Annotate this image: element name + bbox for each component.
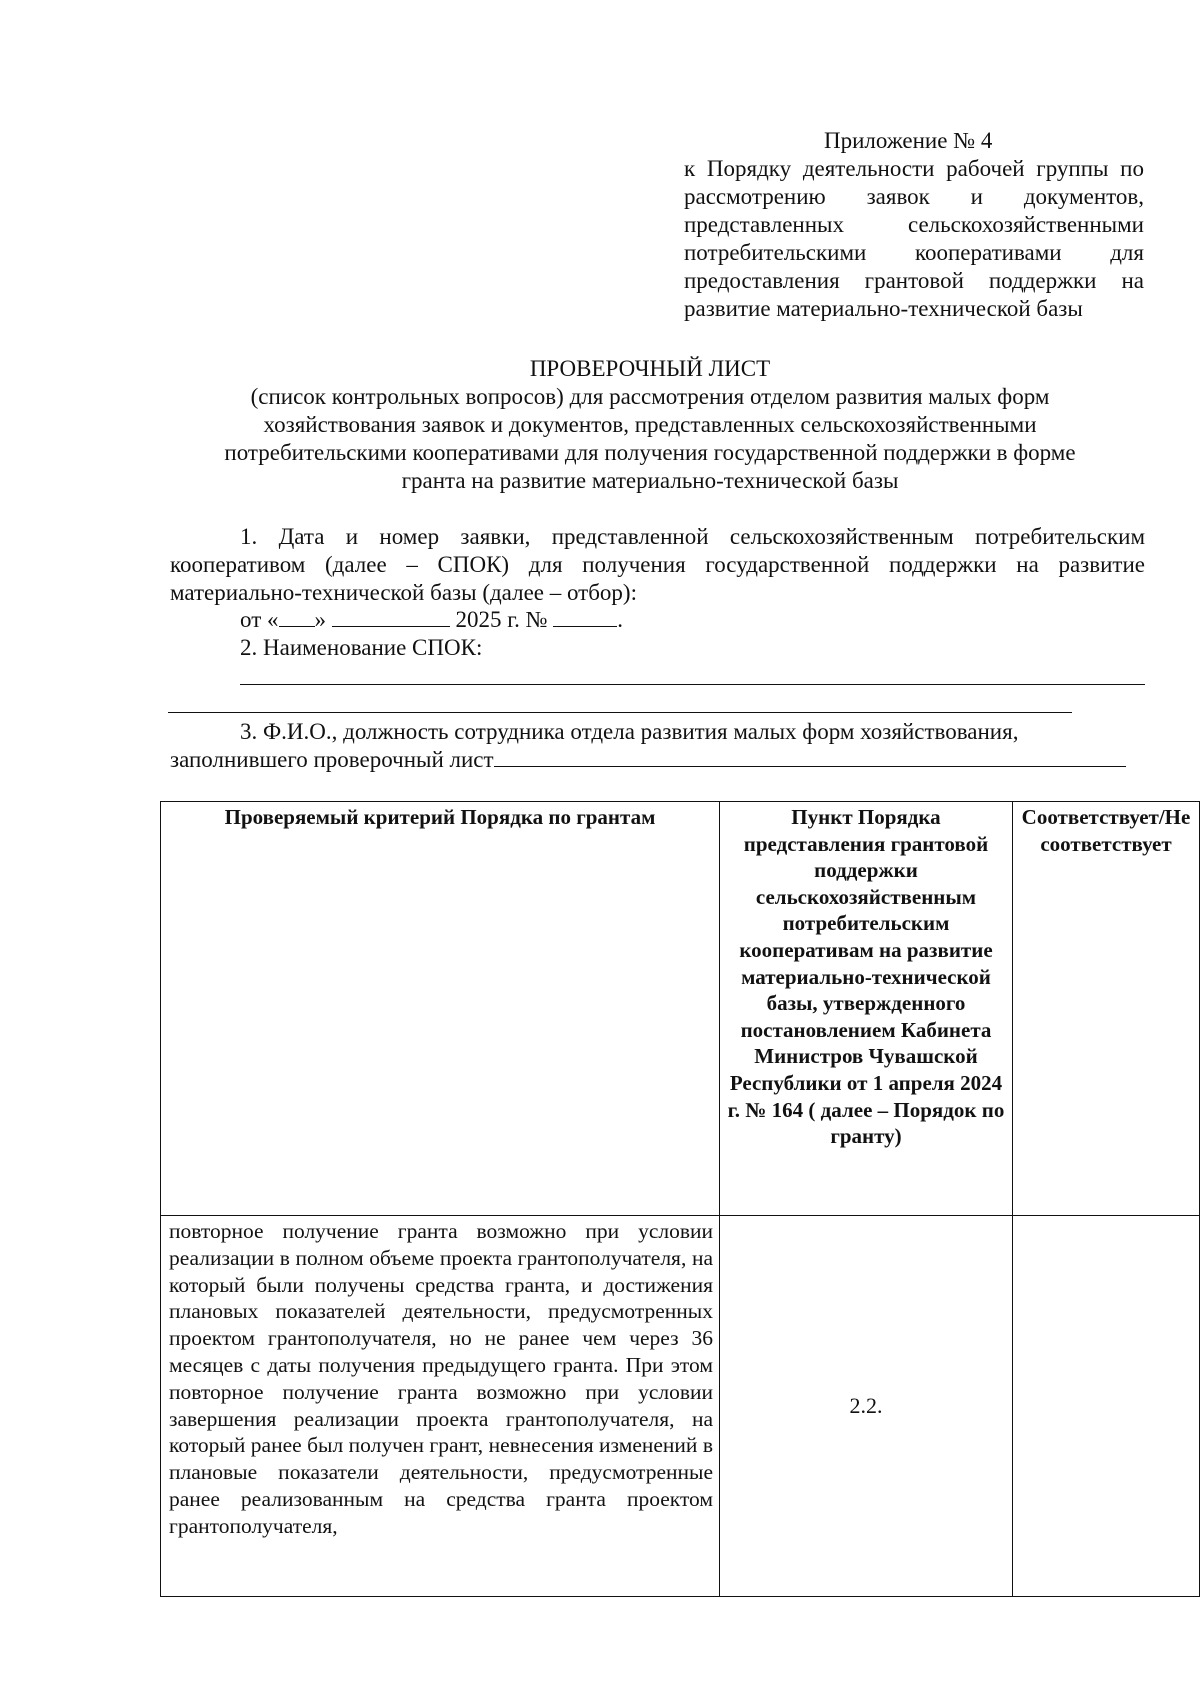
- date-prefix: от «: [240, 607, 279, 632]
- title-subtitle-line-3: потребительскими кооперативами для получения государственной поддержки в форме: [224, 440, 1076, 465]
- status-cell[interactable]: [1013, 1216, 1200, 1597]
- title-subtitle-line-1: (список контрольных вопросов) для рассмотрения отделом развития малых форм: [250, 384, 1050, 409]
- item-1-date-line: [240, 606, 623, 634]
- year-label: 2025 г. №: [455, 607, 548, 632]
- header-compliance: Соответствует/Не соответствует: [1013, 802, 1200, 1216]
- date-mid: »: [314, 607, 326, 632]
- appendix-text: к Порядку деятельности рабочей группы по рассмотрению заявок и документов, представленных сельскохозяйственными потребительскими кооперативами для предоставления грантовой поддержки на развитие материально-технической базы: [684, 156, 1144, 321]
- number-blank[interactable]: [553, 606, 617, 627]
- item-3-block: [170, 718, 1145, 774]
- document-title: [150, 355, 1150, 495]
- point-cell: 2.2.: [720, 1216, 1013, 1597]
- spok-name-line-2[interactable]: [168, 712, 1072, 713]
- header-order-point: Пункт Порядка представления грантовой поддержки сельскохозяйственным потребительским кооперативам на развитие материально-технической базы, утвержденного постановлением Кабинета Министров Чувашской Республики от 1 апреля 2024 г. № 164 ( далее – Порядок по гранту): [720, 802, 1013, 1216]
- criterion-cell: повторное получение гранта возможно при условии реализации в полном объеме проекта грантополучателя, на который были получены средства гранта, и достижения плановых показателей деятельности, предусмотренных проектом грантополучателя, но не ранее чем через 36 месяцев с даты получения предыдущего гранта. При этом повторное получение гранта возможно при условии завершения реализации проекта грантополучателя, на который ранее был получен грант, невнесения изменений в плановые показатели деятельности, предусмотренные ранее реализованным на средства гранта проектом грантополучателя,: [161, 1216, 720, 1597]
- item-3-label: заполнившего проверочный лист: [170, 747, 494, 772]
- item-2-label: 2. Наименование СПОК:: [240, 635, 483, 660]
- employee-blank[interactable]: [494, 746, 1126, 767]
- item-3-line-1: 3. Ф.И.О., должность сотрудника отдела развития малых форм хозяйствования,: [240, 719, 1019, 744]
- appendix-number: Приложение № 4: [824, 128, 993, 153]
- appendix-block: [684, 127, 1144, 323]
- title-heading: ПРОВЕРОЧНЫЙ ЛИСТ: [529, 356, 771, 381]
- date-end: .: [617, 607, 624, 632]
- item-1-text: 1. Дата и номер заявки, представленной сельскохозяйственным потребительским кооперативом (далее – СПОК) для получения государственной поддержки на развитие материально-технической базы (далее – отбор):: [170, 524, 1145, 605]
- table-row: [161, 1216, 1200, 1597]
- day-blank[interactable]: [279, 606, 315, 627]
- spok-name-line-1[interactable]: [240, 684, 1145, 685]
- title-subtitle-line-4: гранта на развитие материально-технической базы: [401, 468, 899, 493]
- month-blank[interactable]: [332, 606, 450, 627]
- criteria-table: [160, 801, 1200, 1597]
- header-criterion: Проверяемый критерий Порядка по грантам: [161, 802, 720, 1216]
- table-header-row: [161, 802, 1200, 1216]
- title-subtitle-line-2: хозяйствования заявок и документов, представленных сельскохозяйственными: [263, 412, 1037, 437]
- item-3-line-2: [170, 746, 1145, 774]
